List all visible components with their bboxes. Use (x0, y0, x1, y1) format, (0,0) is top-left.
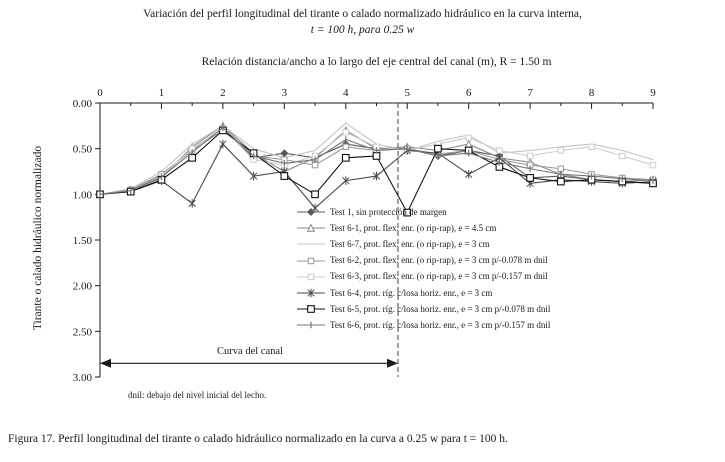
legend-label: Test 6-7, prot. flex. enr. (o rip-rap), e = 3 cm (330, 238, 490, 249)
svg-text:6: 6 (465, 87, 472, 99)
y-axis-title: Tirante o calado hidráulico normalizado (32, 145, 44, 331)
legend-label: Test 1, sin protección de margen (330, 206, 447, 217)
svg-text:1: 1 (158, 87, 165, 99)
legend-item (296, 301, 550, 317)
legend-marker-tick (296, 319, 326, 331)
svg-text:8: 8 (588, 87, 595, 99)
svg-text:0: 0 (97, 87, 103, 99)
svg-text:2.00: 2.00 (72, 280, 92, 293)
svg-text:1.00: 1.00 (72, 189, 92, 202)
svg-text:4: 4 (343, 87, 349, 99)
footnote: dnil: debajo del nivel inicial del lecho. (128, 390, 267, 400)
x-axis-title: Relación distancia/ancho a lo largo del eje central del canal (m), R = 1.50 m (201, 56, 552, 68)
svg-text:7: 7 (527, 87, 533, 99)
legend (296, 204, 550, 334)
legend-item (296, 253, 550, 269)
legend-marker-triangle (296, 222, 326, 234)
legend-marker-square-open (296, 303, 326, 315)
legend-label: Test 6-1, prot. flex. enr. (o rip-rap), e = 4.5 cm (330, 222, 497, 233)
figure-title-line1: Variación del perfil longitudinal del tirante o calado normalizado hidráulico en la curva interna, (143, 8, 582, 20)
svg-text:5: 5 (404, 87, 410, 99)
legend-item (296, 269, 550, 285)
svg-text:1.50: 1.50 (72, 235, 92, 247)
svg-text:2: 2 (220, 87, 226, 99)
svg-text:3.00: 3.00 (72, 372, 92, 384)
svg-text:3: 3 (281, 87, 288, 99)
legend-label: Test 6-5, prot. ríg. c/losa horiz. enr., e = 3 cm p/-0.078 m dnil (330, 303, 551, 314)
legend-label: Test 6-6, prot. ríg. c/losa horiz. enr., e = 3 cm p/-0.157 m dnil (330, 319, 551, 330)
legend-label: Test 6-4, prot. ríg. c/losa horiz. enr., e = 3 cm (330, 287, 493, 298)
figure-title-line2: t = 100 h, para 0.25 w (310, 24, 415, 36)
legend-marker-none (296, 238, 326, 250)
legend-item (296, 204, 550, 220)
svg-text:2.50: 2.50 (72, 326, 92, 339)
legend-marker-asterisk (296, 287, 326, 299)
curve-annotation-label: Curva del canal (217, 346, 283, 357)
legend-marker-square (296, 255, 326, 267)
svg-text:0.50: 0.50 (72, 143, 92, 156)
legend-marker-diamond (296, 206, 326, 218)
legend-item (296, 285, 550, 301)
legend-label: Test 6-2, prot. flex. enr. (o rip-rap), e = 3 cm p/-0.078 m dnil (330, 255, 548, 266)
legend-item (296, 220, 550, 236)
svg-text:9: 9 (650, 87, 656, 99)
legend-item (296, 236, 550, 252)
svg-text:0.00: 0.00 (72, 98, 92, 110)
legend-item (296, 317, 550, 333)
legend-label: Test 6-3, prot. flex. enr. (o rip-rap), e = 3 cm p/-0.157 m dnil (330, 271, 548, 282)
legend-marker-square (296, 271, 326, 283)
figure-caption: Figura 17. Perfil longitudinal del tirante o calado hidráulico normalizado en la curva a 0.25 w para t = 100 h. (8, 433, 508, 445)
